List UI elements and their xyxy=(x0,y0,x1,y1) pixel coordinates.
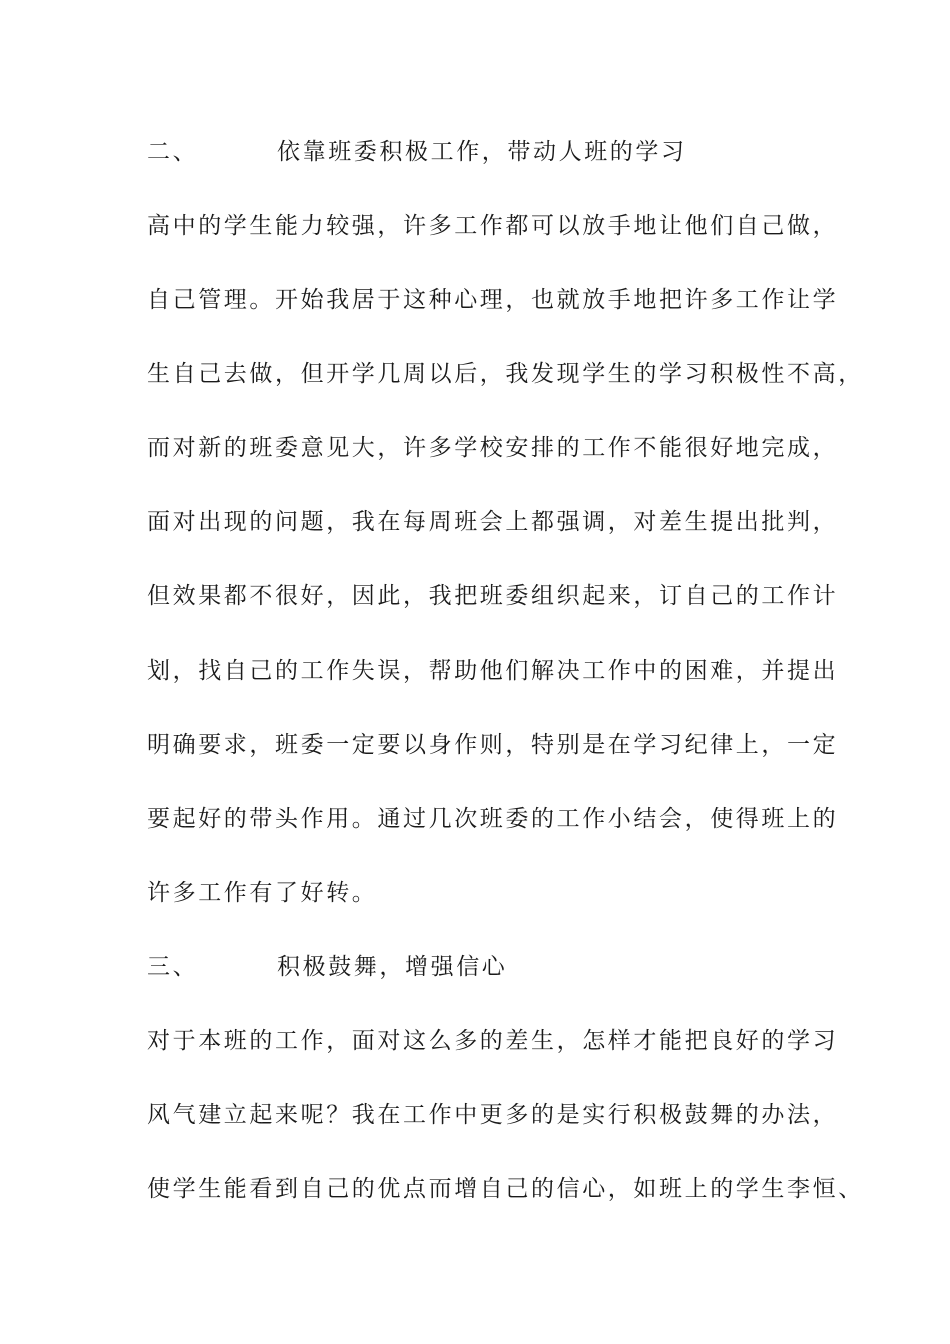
paragraph-line: 自己管理。开始我居于这种心理，也就放手地把许多工作让学 xyxy=(147,287,839,313)
paragraph-line: 明确要求，班委一定要以身作则，特别是在学习纪律上，一定 xyxy=(147,732,839,758)
paragraph-line: 对于本班的工作，面对这么多的差生，怎样才能把良好的学习 xyxy=(147,1028,839,1054)
section-number: 三、 xyxy=(147,954,199,980)
section-heading xyxy=(147,137,687,167)
paragraph-line: 但效果都不很好，因此，我把班委组织起来，订自己的工作计 xyxy=(147,583,839,609)
paragraph-line: 划，找自己的工作失误，帮助他们解决工作中的困难，并提出 xyxy=(147,658,839,684)
paragraph-line: 生自己去做，但开学几周以后，我发现学生的学习积极性不高， xyxy=(147,361,864,387)
paragraph-line: 使学生能看到自己的优点而增自己的信心，如班上的学生李恒、 xyxy=(147,1176,864,1202)
paragraph-line: 许多工作有了好转。 xyxy=(147,880,378,906)
paragraph-line: 要起好的带头作用。通过几次班委的工作小结会，使得班上的 xyxy=(147,806,839,832)
paragraph-line: 面对出现的问题，我在每周班会上都强调，对差生提出批判， xyxy=(147,509,839,535)
section-number: 二、 xyxy=(147,139,199,165)
paragraph-line: 而对新的班委意见大，许多学校安排的工作不能很好地完成， xyxy=(147,435,839,461)
paragraph-line: 高中的学生能力较强，许多工作都可以放手地让他们自己做， xyxy=(147,213,839,239)
section-title: 积极鼓舞，增强信心 xyxy=(277,954,508,980)
section-title: 依靠班委积极工作，带动人班的学习 xyxy=(277,139,687,165)
section-heading xyxy=(147,952,507,982)
paragraph-line: 风气建立起来呢？我在工作中更多的是实行积极鼓舞的办法， xyxy=(147,1102,839,1128)
